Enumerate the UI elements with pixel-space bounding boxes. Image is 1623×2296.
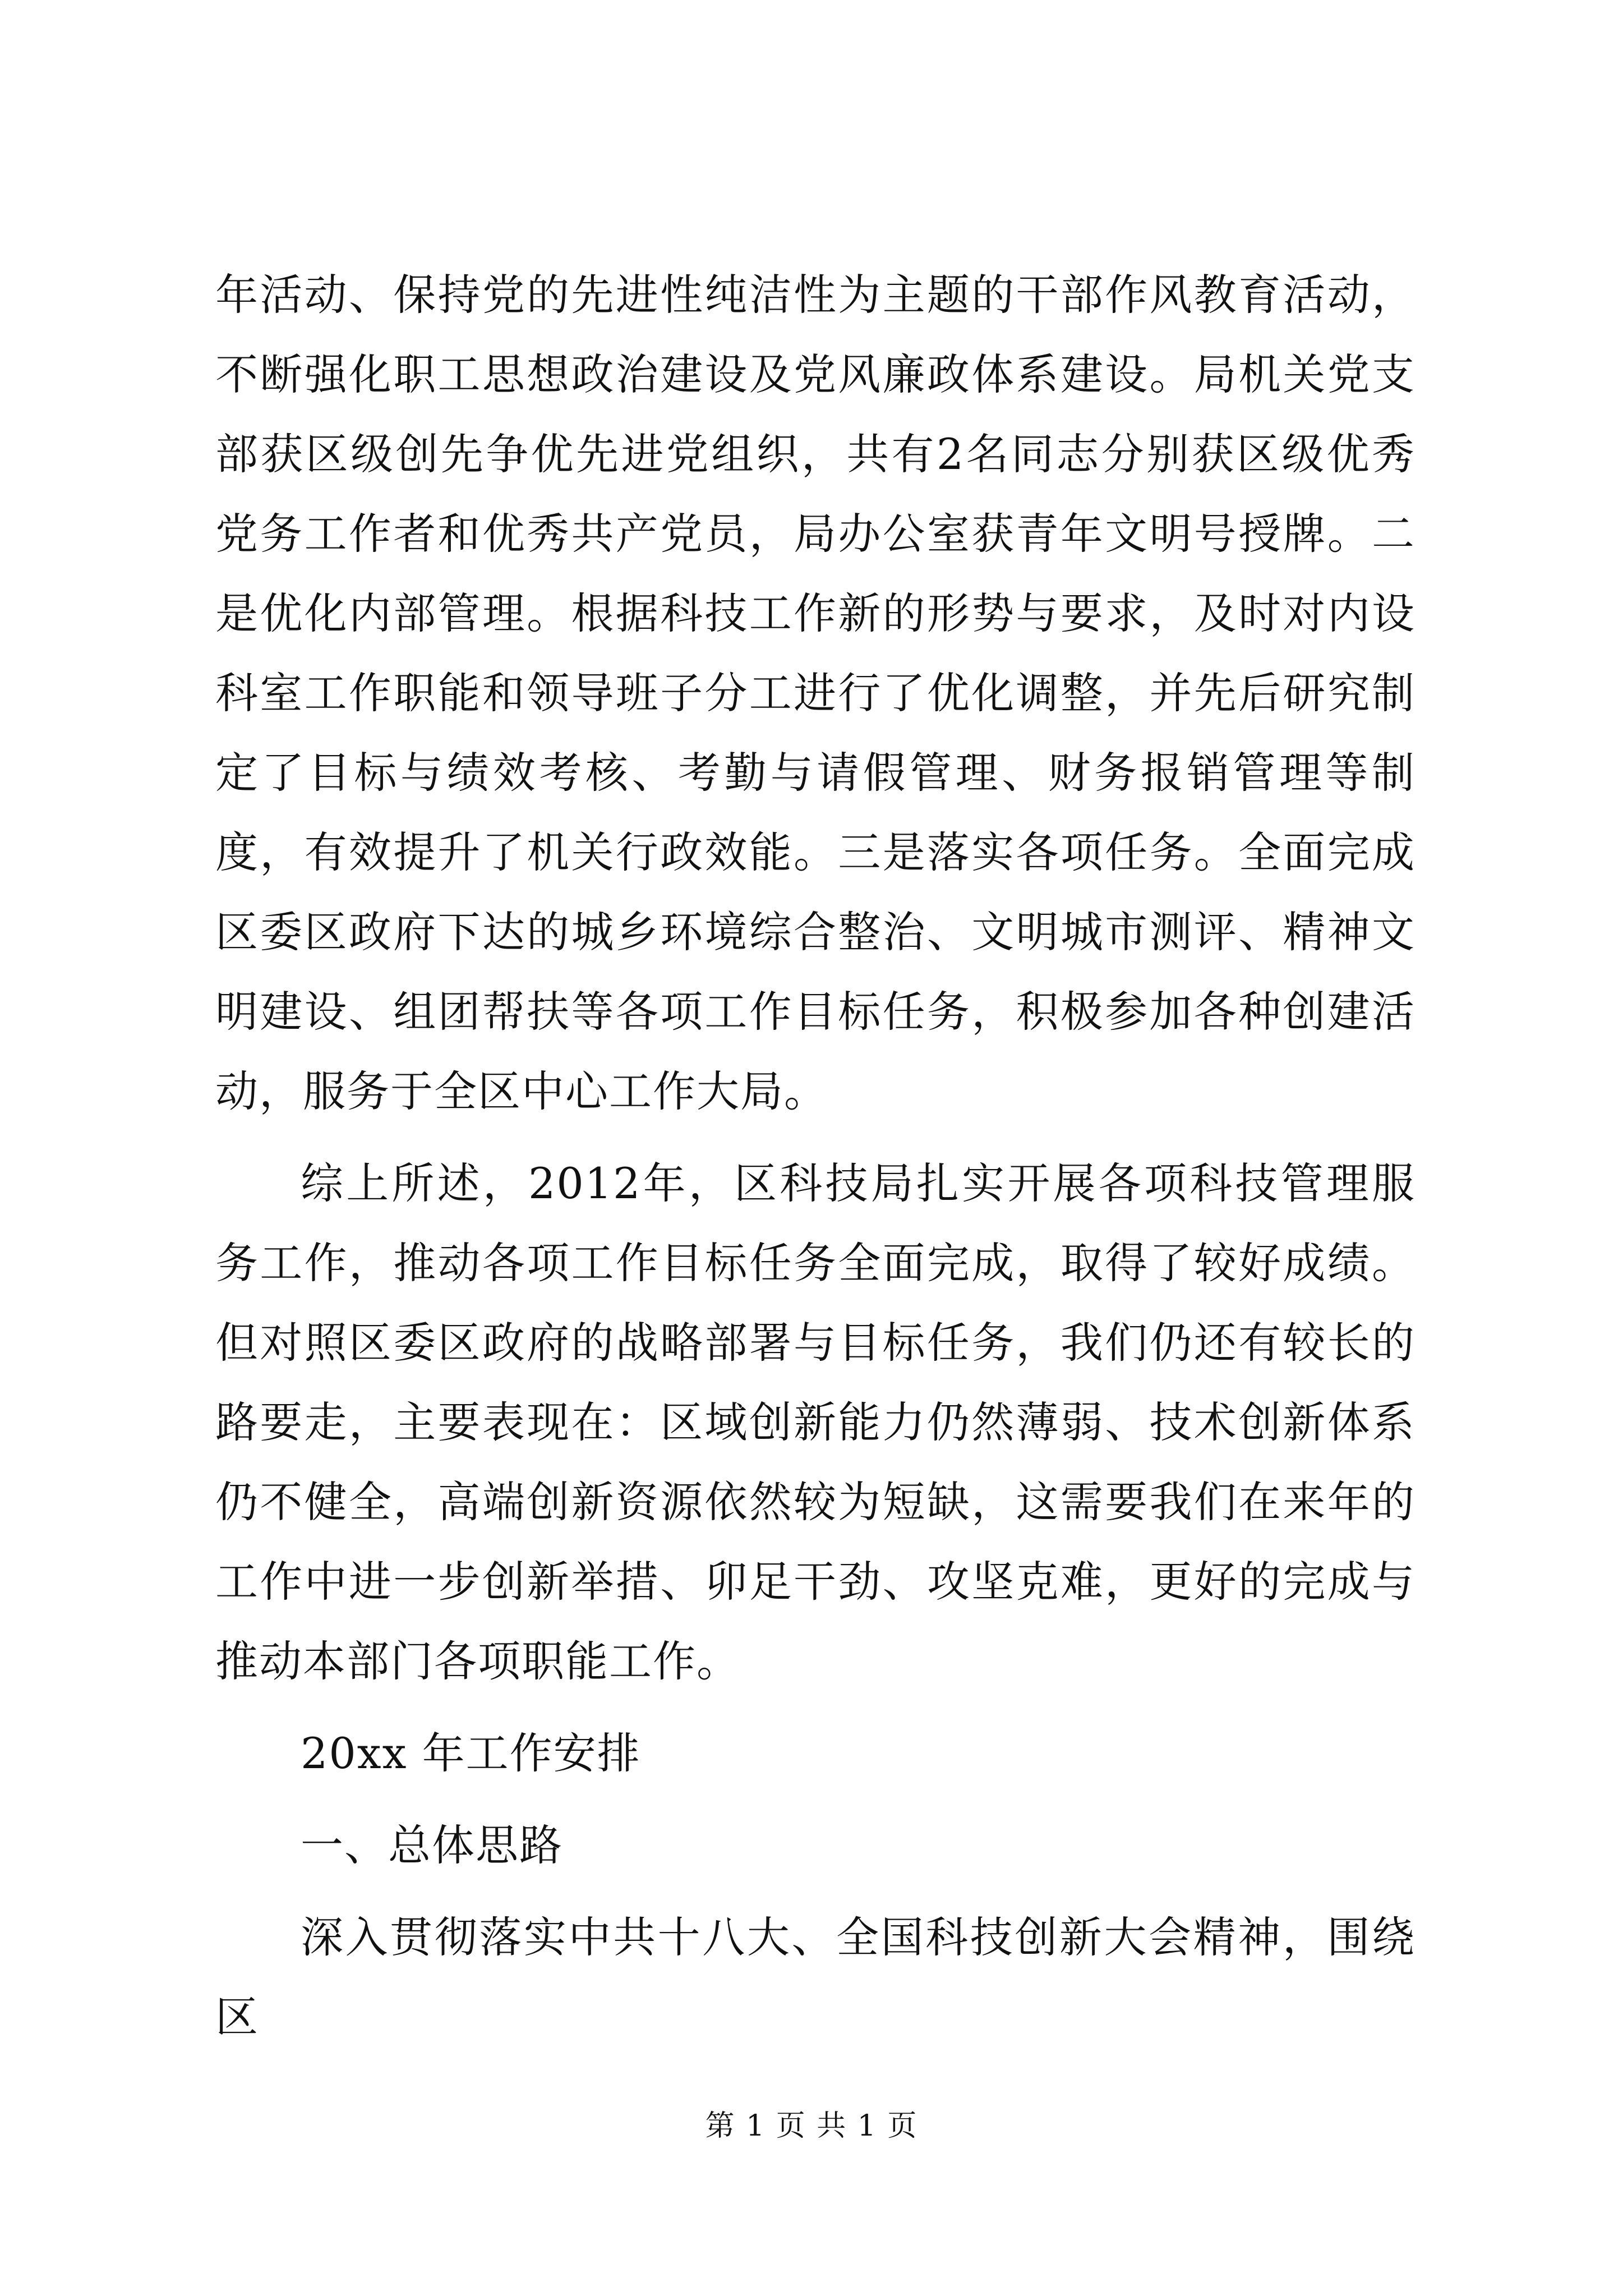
page-number-footer: 第 1 页 共 1 页 — [705, 2109, 918, 2143]
paragraph-gap — [215, 1885, 1415, 1898]
paragraph-conclusion: 综上所述，2012年，区科技局扎实开展各项科技管理服务工作，推动各项工作目标任务全面完成，取得了较好成绩。但对照区委区政府的战略部署与目标任务，我们仍还有较长的路要走，主要表现在：区域创新能力仍然薄弱、技术创新体系仍不健全，高端创新资源依然较为短缺，这需要我们在来年的工作中进一步创新举措、卯足干劲、攻坚克难，更好的完成与推动本部门各项职能工作。 — [215, 1158, 1415, 1686]
paragraph-work-summary: 年活动、保持党的先进性纯洁性为主题的干部作风教育活动，不断强化职工思想政治建设及党风廉政体系建设。局机关党支部获区级创先争优先进党组织，共有2名同志分别获区级优秀党务工作者和优秀共产党员，局办公室获青年文明号授牌。二是优化内部管理。根据科技工作新的形势与要求，及时对内设科室工作职能和领导班子分工进行了优化调整，并先后研究制定了目标与绩效考核、考勤与请假管理、财务报销管理等制度，有效提升了机关行政效能。三是落实各项任务。全面完成区委区政府下达的城乡环境综合整治、文明城市测评、精神文明建设、组团帮扶等各项工作目标任务，积极参加各种创建活动，服务于全区中心工作大局。 — [215, 270, 1415, 1116]
document-body — [215, 255, 1415, 2057]
section-title: 20xx 年工作安排 — [301, 1728, 641, 1778]
paragraph-overall-approach: 深入贯彻落实中共十八大、全国科技创新大会精神，围绕区 — [215, 1912, 1415, 2042]
paragraph-gap — [215, 1701, 1415, 1714]
paragraph-gap — [215, 1131, 1415, 1144]
paragraph-gap — [215, 1793, 1415, 1806]
subsection-title: 一、总体思路 — [301, 1820, 563, 1870]
